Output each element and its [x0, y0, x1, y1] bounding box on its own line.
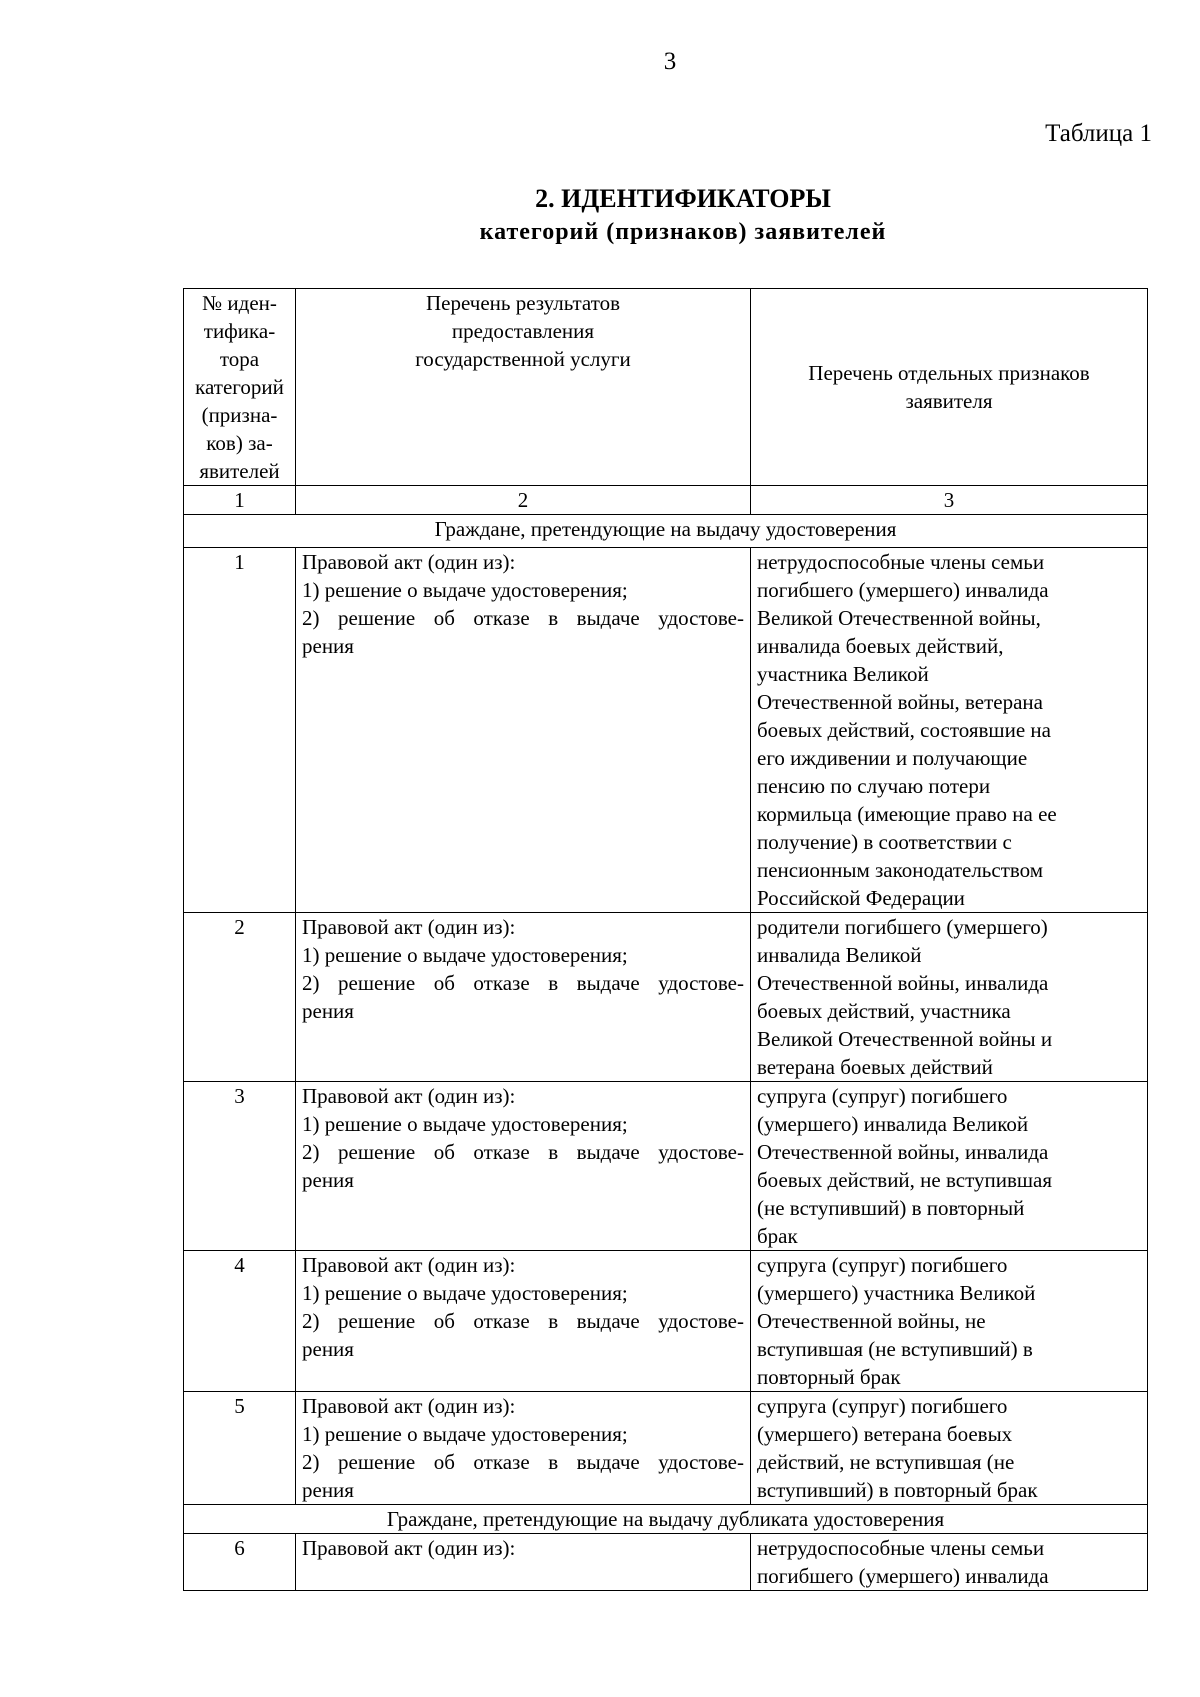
result-line: рения: [302, 1337, 354, 1361]
result-line: рения: [302, 999, 354, 1023]
result-line: Правовой акт (один из):: [302, 1394, 516, 1418]
result-line: 1) решение о выдаче удостоверения;: [302, 1281, 628, 1305]
column-number-row: [184, 486, 1148, 515]
result-cell: [296, 548, 751, 913]
applicant-attributes: нетрудоспособные члены семьи погибшего (умершего) инвалида: [751, 1534, 1148, 1591]
result-cell: [296, 1392, 751, 1505]
result-line: 1) решение о выдаче удостоверения;: [302, 943, 628, 967]
result-line: рения: [302, 1478, 354, 1502]
result-line: 1) решение о выдаче удостоверения;: [302, 1422, 628, 1446]
document-title: 2. ИДЕНТИФИКАТОРЫ: [535, 184, 831, 213]
table-header-row: [184, 289, 1148, 486]
result-line: Правовой акт (один из):: [302, 550, 516, 574]
result-line: 2) решение об отказе в выдаче удостове-: [302, 1140, 744, 1164]
page-number: 3: [663, 48, 677, 75]
column-number-2: 2: [296, 486, 751, 515]
header-identifier-number: № иден- тифика- тора категорий (призна- ков) за- явителей: [184, 289, 296, 486]
result-line: 2) решение об отказе в выдаче удостове-: [302, 606, 744, 630]
document-subtitle: категорий (признаков) заявителей: [479, 219, 887, 245]
result-cell: [296, 913, 751, 1082]
applicant-attributes: супруга (супруг) погибшего (умершего) ветерана боевых действий, не вступившая (не вступивший) в повторный брак: [751, 1392, 1148, 1505]
applicant-attributes: супруга (супруг) погибшего (умершего) участника Великой Отечественной войны, не вступившая (не вступивший) в повторный брак: [751, 1251, 1148, 1392]
row-identifier: 6: [184, 1534, 296, 1591]
column-number-3: 3: [751, 486, 1148, 515]
header-results-list: Перечень результатов предоставления государственной услуги: [296, 289, 751, 486]
table-row: [184, 1534, 1148, 1591]
result-line: 2) решение об отказе в выдаче удостове-: [302, 1309, 744, 1333]
table-row: [184, 548, 1148, 913]
result-line: Правовой акт (один из):: [302, 915, 516, 939]
result-cell: [296, 1082, 751, 1251]
row-identifier: 2: [184, 913, 296, 1082]
table-row: [184, 913, 1148, 1082]
section-row-issue: [184, 515, 1148, 548]
applicant-attributes: нетрудоспособные члены семьи погибшего (умершего) инвалида Великой Отечественной войны, инвалида боевых действий, участника Великой Отечественной войны, ветерана боевых действий, состоявшие на его иждивении и получающие пенсию по случаю потери кормильца (имеющие право на ее получение) в соответствии с пенсионным законодательством Российской Федерации: [751, 548, 1148, 913]
result-cell: [296, 1251, 751, 1392]
section-row-duplicate: [184, 1505, 1148, 1534]
header-applicant-attributes: Перечень отдельных признаков заявителя: [751, 289, 1148, 486]
column-number-1: 1: [184, 486, 296, 515]
row-identifier: 3: [184, 1082, 296, 1251]
result-line: Правовой акт (один из):: [302, 1536, 516, 1560]
result-line: рения: [302, 634, 354, 658]
result-line: рения: [302, 1168, 354, 1192]
result-line: 2) решение об отказе в выдаче удостове-: [302, 971, 744, 995]
row-identifier: 5: [184, 1392, 296, 1505]
result-cell: [296, 1534, 751, 1591]
result-line: Правовой акт (один из):: [302, 1084, 516, 1108]
section-heading-issue: Граждане, претендующие на выдачу удостоверения: [184, 515, 1148, 548]
row-identifier: 4: [184, 1251, 296, 1392]
result-line: Правовой акт (один из):: [302, 1253, 516, 1277]
table-row: [184, 1251, 1148, 1392]
result-line: 1) решение о выдаче удостоверения;: [302, 578, 628, 602]
result-line: 1) решение о выдаче удостоверения;: [302, 1112, 628, 1136]
table-label: Таблица 1: [1045, 120, 1152, 147]
row-identifier: 1: [184, 548, 296, 913]
table-row: [184, 1082, 1148, 1251]
section-heading-duplicate: Граждане, претендующие на выдачу дубликата удостоверения: [184, 1505, 1148, 1534]
applicant-attributes: супруга (супруг) погибшего (умершего) инвалида Великой Отечественной войны, инвалида боевых действий, не вступившая (не вступивший) в повторный брак: [751, 1082, 1148, 1251]
table-row: [184, 1392, 1148, 1505]
result-line: 2) решение об отказе в выдаче удостове-: [302, 1450, 744, 1474]
identifiers-table: [183, 288, 1148, 1591]
applicant-attributes: родители погибшего (умершего) инвалида Великой Отечественной войны, инвалида боевых действий, участника Великой Отечественной войны и ветерана боевых действий: [751, 913, 1148, 1082]
